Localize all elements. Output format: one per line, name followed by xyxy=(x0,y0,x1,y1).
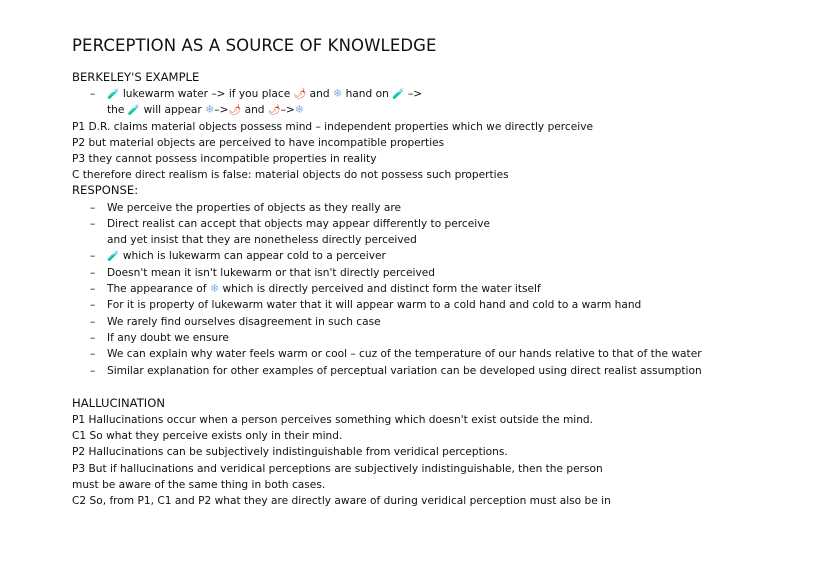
example-text: hand on xyxy=(342,88,393,100)
list-item xyxy=(90,364,702,378)
test-tube-icon: 🧪 xyxy=(127,105,141,116)
list-item-text: Direct realist can accept that objects may appear differently to perceive xyxy=(107,218,490,230)
list-item-text: For it is property of lukewarm water that it will appear warm to a cold hand and cold to a warm hand xyxy=(107,299,642,311)
bullet-dash: – xyxy=(90,202,96,214)
list-item xyxy=(90,315,381,329)
example-text: lukewarm water –> if you place xyxy=(119,88,294,100)
list-item xyxy=(90,298,641,312)
bullet-dash: – xyxy=(90,218,96,230)
chili-icon: 🌶 xyxy=(293,89,307,100)
chili-icon: 🌶 xyxy=(228,105,242,116)
list-item-text: We rarely find ourselves disagreement in such case xyxy=(107,316,381,328)
premise-p3: P3 But if hallucinations and veridical perceptions are subjectively indistinguishable, then the person xyxy=(72,463,603,475)
test-tube-icon: 🧪 xyxy=(107,251,120,262)
snowflake-icon: ❄ xyxy=(294,103,305,116)
bullet-dash: – xyxy=(90,365,96,377)
list-item-text: The appearance of xyxy=(107,283,210,295)
bullet-dash: – xyxy=(90,250,96,262)
list-item xyxy=(90,331,229,345)
example-text: –> xyxy=(214,104,229,116)
list-item xyxy=(90,217,490,231)
list-item xyxy=(90,282,541,296)
section-heading-response: RESPONSE: xyxy=(72,183,139,197)
bullet-dash: – xyxy=(90,283,96,295)
premise-p3-continuation: must be aware of the same thing in both cases. xyxy=(72,479,326,491)
snowflake-icon: ❄ xyxy=(332,87,343,100)
example-text: and xyxy=(306,88,333,100)
section-heading-hallucination: HALLUCINATION xyxy=(72,396,165,410)
conclusion-c: C therefore direct realism is false: material objects do not possess such properties xyxy=(72,169,509,181)
bullet-dash: – xyxy=(90,88,96,100)
example-text: –> xyxy=(404,88,423,100)
chili-icon: 🌶 xyxy=(267,105,281,116)
premise-p1: P1 D.R. claims material objects possess mind – independent properties which we directly perceive xyxy=(72,121,594,133)
list-item-text: which is lukewarm can appear cold to a perceiver xyxy=(119,250,386,262)
test-tube-icon: 🧪 xyxy=(392,89,405,100)
list-item-text: We can explain why water feels warm or cool – cuz of the temperature of our hands relative to that of the water xyxy=(107,348,702,360)
premise-p2: P2 but material objects are perceived to have incompatible properties xyxy=(72,137,445,149)
list-item-text: If any doubt we ensure xyxy=(107,332,229,344)
premise-p1: P1 Hallucinations occur when a person perceives something which doesn't exist outside the mind. xyxy=(72,414,594,426)
list-item xyxy=(90,201,401,215)
bullet-dash: – xyxy=(90,316,96,328)
test-tube-icon: 🧪 xyxy=(107,89,120,100)
list-item xyxy=(90,249,386,264)
list-item-text: which is directly perceived and distinct form the water itself xyxy=(219,283,541,295)
list-item-text: We perceive the properties of objects as they really are xyxy=(107,202,402,214)
bullet-dash: – xyxy=(90,267,96,279)
premise-p3: P3 they cannot possess incompatible properties in reality xyxy=(72,153,377,165)
section-heading-berkeley: BERKELEY'S EXAMPLE xyxy=(72,70,200,84)
page-title: PERCEPTION AS A SOURCE OF KNOWLEDGE xyxy=(72,36,437,55)
example-text: and xyxy=(241,104,268,116)
list-item-continuation: and yet insist that they are nonetheless directly perceived xyxy=(107,234,417,246)
snowflake-icon: ❄ xyxy=(209,282,220,295)
bullet-dash: – xyxy=(90,299,96,311)
conclusion-c2: C2 So, from P1, C1 and P2 what they are directly aware of during veridical perception must also be in xyxy=(72,495,611,507)
snowflake-icon: ❄ xyxy=(205,103,215,116)
example-text: will appear xyxy=(140,104,206,116)
bullet-dash: – xyxy=(90,348,96,360)
example-text: –> xyxy=(280,104,295,116)
list-item-text: Doesn't mean it isn't lukewarm or that isn't directly perceived xyxy=(107,267,435,279)
bullet-dash: – xyxy=(90,332,96,344)
premise-p2: P2 Hallucinations can be subjectively indistinguishable from veridical perceptions. xyxy=(72,446,508,458)
list-item xyxy=(90,266,435,280)
berkeley-example-line-2 xyxy=(107,103,304,118)
example-text: the xyxy=(107,104,128,116)
berkeley-example-line-1 xyxy=(90,87,422,102)
conclusion-c1: C1 So what they perceive exists only in their mind. xyxy=(72,430,343,442)
list-item-text: Similar explanation for other examples of perceptual variation can be developed using direct realist assumption xyxy=(107,365,702,377)
list-item xyxy=(90,347,702,361)
